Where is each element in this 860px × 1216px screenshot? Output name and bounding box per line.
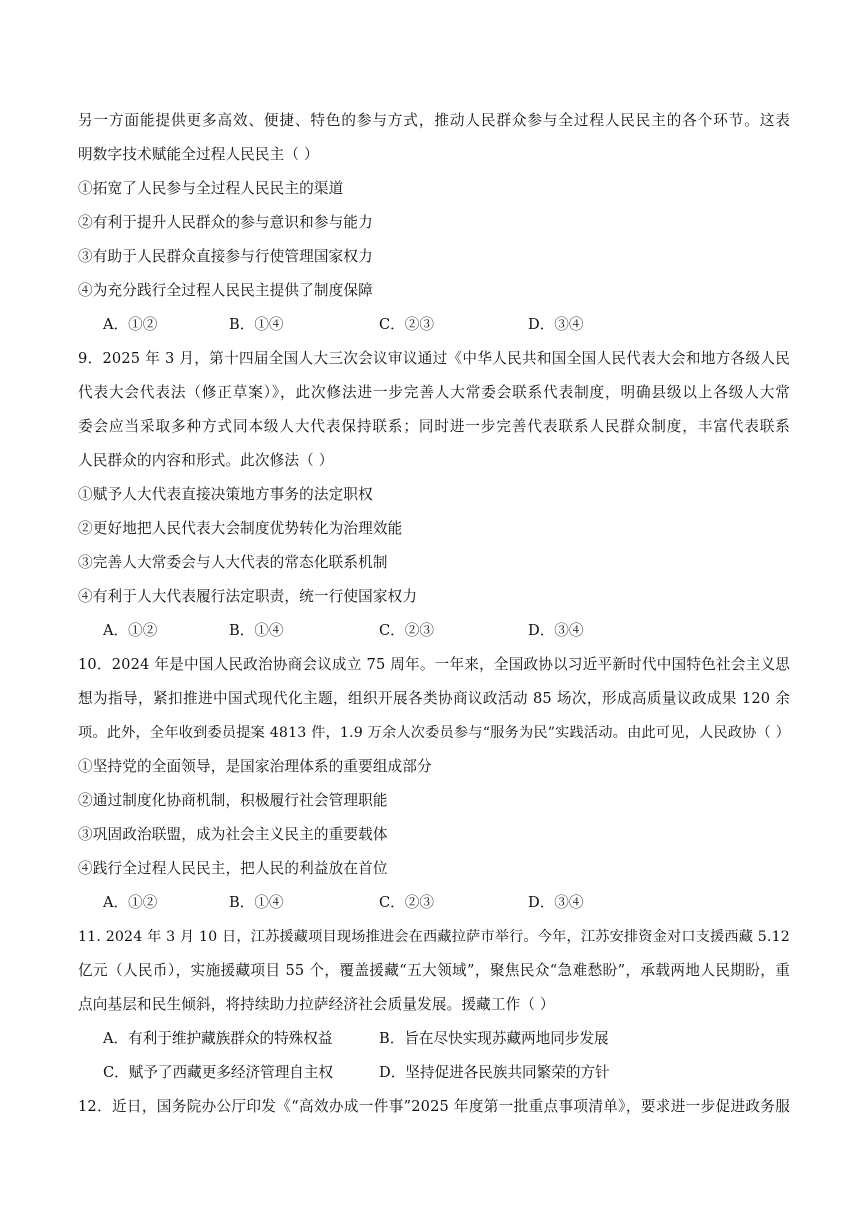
q9-stem-line-3: 委会应当采取多种方式同本级人大代表保持联系；同时进一步完善代表联系人民群众制度，丰富代表联系 bbox=[78, 418, 790, 435]
q10-stem-line-2: 想为指导，紧扣推进中国式现代化主题，组织开展各类协商议政活动 85 场次，形成高质量议政成果 120 余 bbox=[78, 690, 790, 707]
q11-stem-line-1: 11. 2024 年 3 月 10 日，江苏援藏项目现场推进会在西藏拉萨市举行。今年，江苏安排资金对口支援西藏 5.12 bbox=[78, 929, 790, 945]
q8-statement-3: ③有助于人民群众直接参与行使管理国家权力 bbox=[78, 248, 373, 265]
q10-option-c: C．②③ bbox=[379, 894, 434, 911]
q9-option-b: B．①④ bbox=[229, 622, 284, 639]
q11-stem-line-3: 点向基层和民生倾斜，将持续助力拉萨经济社会质量发展。援藏工作（ ） bbox=[78, 996, 555, 1013]
q10-stem-line-3: 项。此外，全年收到委员提案 4813 件，1.9 万余人次委员参与“服务为民”实践活动。由此可见，人民政协（ ） bbox=[78, 725, 790, 741]
q11-option-b: B．旨在尽快实现苏藏两地同步发展 bbox=[379, 1030, 609, 1047]
q8-option-d: D．③④ bbox=[528, 316, 584, 333]
q8-statement-2: ②有利于提升人民群众的参与意识和参与能力 bbox=[78, 214, 373, 231]
q9-stem-line-2: 代表大会代表法（修正草案）》，此次修法进一步完善人大常委会联系代表制度，明确县级以上各级人大常 bbox=[78, 384, 790, 401]
q10-option-a: A．①② bbox=[103, 894, 158, 911]
q10-statement-1: ①坚持党的全面领导，是国家治理体系的重要组成部分 bbox=[78, 758, 432, 775]
q10-statement-3: ③巩固政治联盟，成为社会主义民主的重要载体 bbox=[78, 826, 388, 843]
q8-statement-1: ①拓宽了人民参与全过程人民民主的渠道 bbox=[78, 180, 344, 197]
q11-option-d: D．坚持促进各民族共同繁荣的方针 bbox=[379, 1064, 610, 1081]
q9-statement-4: ④有利于人大代表履行法定职责，统一行使国家权力 bbox=[78, 588, 418, 605]
q8-option-b: B．①④ bbox=[229, 316, 284, 333]
q9-option-d: D．③④ bbox=[528, 622, 584, 639]
q8-option-c: C．②③ bbox=[379, 316, 434, 333]
q9-stem-line-4: 人民群众的内容和形式。此次修法（ ） bbox=[78, 452, 334, 469]
q10-option-b: B．①④ bbox=[229, 894, 284, 911]
q11-stem-line-2: 亿元（人民币），实施援藏项目 55 个，覆盖援藏“五大领域”，聚焦民众“急难愁盼”，承载两地人民期盼，重 bbox=[78, 962, 790, 979]
q12-stem-line-1: 12．近日，国务院办公厅印发《“高效办成一件事”2025 年度第一批重点事项清单》，要求进一步促进政务服 bbox=[78, 1098, 790, 1115]
q9-option-c: C．②③ bbox=[379, 622, 434, 639]
q8-stem-line-1: 另一方面能提供更多高效、便捷、特色的参与方式，推动人民群众参与全过程人民民主的各个环节。这表 bbox=[78, 112, 790, 129]
q9-statement-2: ②更好地把人民代表大会制度优势转化为治理效能 bbox=[78, 520, 403, 537]
q10-stem-line-1: 10．2024 年是中国人民政治协商会议成立 75 周年。一年来，全国政协以习近平新时代中国特色社会主义思 bbox=[78, 656, 790, 673]
q11-option-a: A．有利于维护藏族群众的特殊权益 bbox=[103, 1030, 333, 1047]
q8-statement-4: ④为充分践行全过程人民民主提供了制度保障 bbox=[78, 282, 373, 299]
q10-option-d: D．③④ bbox=[528, 894, 584, 911]
q11-option-c: C．赋予了西藏更多经济管理自主权 bbox=[103, 1064, 334, 1081]
q10-statement-2: ②通过制度化协商机制，积极履行社会管理职能 bbox=[78, 792, 388, 809]
q8-stem-line-2: 明数字技术赋能全过程人民民主（ ） bbox=[78, 146, 319, 163]
q8-option-a: A．①② bbox=[103, 316, 158, 333]
q9-stem-line-1: 9．2025 年 3 月，第十四届全国人大三次会议审议通过《中华人民共和国全国人民代表大会和地方各级人民 bbox=[78, 350, 790, 367]
q9-statement-1: ①赋予人大代表直接决策地方事务的法定职权 bbox=[78, 486, 373, 503]
q9-option-a: A．①② bbox=[103, 622, 158, 639]
q10-statement-4: ④践行全过程人民民主，把人民的利益放在首位 bbox=[78, 860, 388, 877]
q9-statement-3: ③完善人大常委会与人大代表的常态化联系机制 bbox=[78, 554, 388, 571]
